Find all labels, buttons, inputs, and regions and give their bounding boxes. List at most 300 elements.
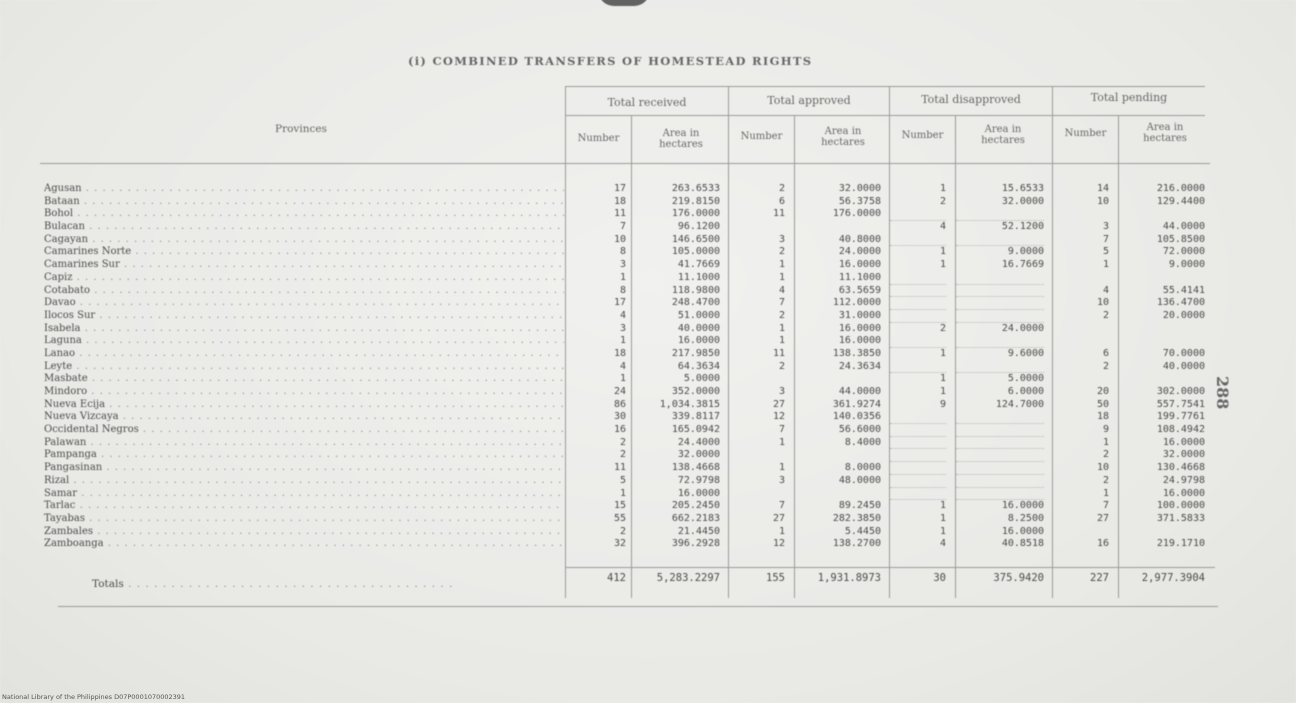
table-cell: 1 [939, 525, 946, 537]
table-cell: 32 [613, 538, 626, 550]
table-cell: 11 [613, 462, 626, 474]
table-cell: 557.7541 [1156, 398, 1205, 410]
province-name: Zambales . . . [44, 526, 564, 539]
table-cell: 7 [1102, 233, 1109, 245]
province-name: Laguna . . . [44, 335, 564, 348]
group-header-rule [565, 115, 1205, 116]
table-cell [1119, 373, 1205, 386]
table-cell: 32.0000 [1001, 195, 1044, 207]
table-cell: 124.7000 [995, 398, 1044, 410]
province-name: Bulacan . . . [44, 221, 564, 234]
table-cell: 11.1000 [838, 271, 881, 283]
table-cell: 1 [619, 271, 626, 283]
table-cell [795, 449, 881, 462]
table-cell: 55 [613, 512, 626, 524]
table-cell [1119, 335, 1205, 348]
province-name: Ilocos Sur . . . [44, 310, 564, 323]
table-cell: 2 [939, 322, 946, 334]
table-cell: 1 [778, 462, 785, 474]
province-name: Tarlac . . . [44, 500, 564, 513]
province-name: Camarines Norte . . . [44, 246, 564, 259]
table-cell: 216.0000 [1156, 183, 1205, 194]
table-cell [890, 208, 946, 221]
table-cell: 4 [1102, 284, 1109, 296]
table-cell: 6 [778, 195, 785, 207]
disapproved-area-header: Area in hectares [981, 124, 1025, 146]
table-cell: 140.0356 [832, 411, 881, 423]
table-cell [1053, 323, 1109, 336]
table-cell [1053, 373, 1109, 386]
disapproved-area-column [956, 183, 1044, 551]
table-cell: 4 [939, 221, 946, 233]
table-cell: 8 [619, 284, 626, 296]
totals-received-area: 5,283.2297 [656, 572, 720, 584]
table-cell: 3 [1102, 221, 1109, 233]
table-cell: 16.0000 [1001, 500, 1044, 512]
table-cell: 5.4450 [844, 525, 881, 537]
table-cell: 3 [619, 259, 626, 271]
table-cell: 16.0000 [1162, 487, 1205, 499]
table-cell: 8.4000 [844, 436, 881, 448]
table-cell: 7 [1102, 500, 1109, 512]
page-number: 288 [1213, 376, 1232, 410]
province-name: Cagayan . . . [44, 234, 564, 247]
totals-label: Totals . . . [92, 578, 453, 590]
approved-number-column [729, 183, 785, 551]
table-cell [956, 462, 1044, 475]
table-cell: 18 [613, 195, 626, 207]
table-cell: 7 [778, 297, 785, 309]
table-cell: 263.6533 [671, 183, 720, 194]
table-cell: 32.0000 [677, 449, 720, 461]
table-cell: 205.2450 [671, 500, 720, 512]
table-cell: 112.0000 [832, 297, 881, 309]
table-cell: 31.0000 [838, 309, 881, 321]
table-cell: 15 [613, 500, 626, 512]
province-name: Nueva Vizcaya . . . [44, 411, 564, 424]
table-cell: 70.0000 [1162, 347, 1205, 359]
table-cell: 11 [613, 208, 626, 220]
table-cell [795, 373, 881, 386]
totals-disapproved-number: 30 [933, 572, 946, 584]
table-cell: 6.0000 [1007, 386, 1044, 397]
table-cell: 5.0000 [1007, 373, 1044, 385]
table-cell: 138.3850 [832, 347, 881, 359]
table-cell: 4 [619, 360, 626, 372]
province-name: Nueva Ecija . . . [44, 399, 564, 412]
table-cell: 16.0000 [677, 487, 720, 499]
table-cell: 9.0000 [1007, 246, 1044, 258]
table-cell: 16 [1096, 538, 1109, 550]
table-cell: 40.0000 [677, 322, 720, 334]
table-cell: 2 [619, 525, 626, 537]
table-cell: 2 [939, 195, 946, 207]
totals-approved-area: 1,931.8973 [817, 572, 881, 584]
approved-area-header: Area in hectares [821, 126, 865, 148]
totals-pending-number: 227 [1090, 572, 1109, 584]
table-cell: 138.4668 [671, 462, 720, 474]
table-cell: 14 [1096, 183, 1109, 194]
table-cell: 32.0000 [1162, 449, 1205, 461]
table-cell: 138.2700 [832, 538, 881, 550]
table-title: (i) COMBINED TRANSFERS OF HOMESTEAD RIGHTS [408, 54, 813, 68]
table-cell [890, 462, 946, 475]
pending-number-column [1053, 183, 1109, 551]
table-cell: 8.0000 [844, 462, 881, 474]
table-cell: 2 [619, 449, 626, 461]
table-cell: 1 [939, 500, 946, 512]
table-cell: 11.1000 [677, 271, 720, 283]
table-cell: 2 [1102, 474, 1109, 486]
header-bottom-rule [40, 163, 1210, 164]
table-cell: 2 [619, 436, 626, 448]
table-cell: 24 [613, 386, 626, 397]
totals-approved-number: 155 [766, 572, 785, 584]
table-cell [956, 449, 1044, 462]
table-cell: 371.5833 [1156, 512, 1205, 524]
table-cell: 24.9798 [1162, 474, 1205, 486]
table-cell: 339.8117 [671, 411, 720, 423]
table-cell: 1 [939, 386, 946, 397]
table-cell [890, 285, 946, 298]
table-cell: 21.4450 [677, 525, 720, 537]
province-name: Lanao . . . [44, 348, 564, 361]
table-cell: 1 [1102, 436, 1109, 448]
province-name: Davao . . . [44, 297, 564, 310]
table-cell: 3 [778, 386, 785, 397]
table-cell [956, 297, 1044, 310]
table-cell [956, 285, 1044, 298]
table-cell [1119, 323, 1205, 336]
table-cell [956, 437, 1044, 450]
table-cell: 176.0000 [671, 208, 720, 220]
received-number-header: Number [577, 133, 620, 144]
table-cell: 44.0000 [1162, 221, 1205, 233]
approved-number-header: Number [740, 131, 783, 142]
table-cell: 2 [778, 309, 785, 321]
table-cell: 55.4141 [1162, 284, 1205, 296]
pending-area-column [1119, 183, 1205, 551]
table-cell: 361.9274 [832, 398, 881, 410]
total-disapproved-header: Total disapproved [921, 93, 1021, 106]
table-cell: 8 [619, 246, 626, 258]
table-cell: 9.6000 [1007, 347, 1044, 359]
table-cell: 10 [1096, 195, 1109, 207]
table-cell: 108.4942 [1156, 424, 1205, 436]
table-cell [956, 234, 1044, 247]
table-cell: 30 [613, 411, 626, 423]
table-cell: 44.0000 [838, 386, 881, 397]
table-cell [956, 488, 1044, 501]
header-top-rule [565, 86, 1205, 87]
table-cell: 5.0000 [683, 373, 720, 385]
table-cell: 3 [778, 474, 785, 486]
table-cell [1053, 335, 1109, 348]
table-cell: 302.0000 [1156, 386, 1205, 397]
table-cell: 118.9800 [671, 284, 720, 296]
table-cell: 18 [1096, 411, 1109, 423]
table-cell [795, 488, 881, 501]
table-cell: 2 [778, 246, 785, 258]
table-cell: 2 [1102, 449, 1109, 461]
library-watermark: National Library of the Philippines D07P0001070002391 [2, 693, 186, 701]
table-cell [729, 449, 785, 462]
table-cell: 7 [778, 424, 785, 436]
table-cell: 1 [619, 335, 626, 347]
table-cell: 16.0000 [1001, 525, 1044, 537]
table-cell: 24.0000 [838, 246, 881, 258]
table-cell: 176.0000 [832, 208, 881, 220]
table-cell [956, 361, 1044, 374]
received-area-column [632, 183, 720, 551]
table-cell: 219.8150 [671, 195, 720, 207]
table-cell: 20 [1096, 386, 1109, 397]
table-cell: 72.9798 [677, 474, 720, 486]
table-cell: 89.2450 [838, 500, 881, 512]
table-cell: 199.7761 [1156, 411, 1205, 423]
table-cell: 6 [1102, 347, 1109, 359]
table-cell: 1 [778, 259, 785, 271]
province-name: Cotabato . . . [44, 285, 564, 298]
province-name: Samar . . . [44, 488, 564, 501]
province-name: Mindoro . . . [44, 386, 564, 399]
table-cell: 2 [778, 360, 785, 372]
table-cell: 1 [778, 525, 785, 537]
table-cell: 7 [778, 500, 785, 512]
table-cell [890, 234, 946, 247]
table-cell: 16.0000 [838, 335, 881, 347]
province-name: Palawan . . . [44, 437, 564, 450]
table-cell: 40.8518 [1001, 538, 1044, 550]
table-cell [1053, 526, 1109, 539]
table-cell [890, 297, 946, 310]
province-name: Bataan . . . [44, 196, 564, 209]
table-cell [890, 475, 946, 488]
table-cell: 1 [778, 322, 785, 334]
province-column [44, 183, 564, 551]
table-cell: 16.7669 [1001, 259, 1044, 271]
totals-pending-area: 2,977.3904 [1141, 572, 1205, 584]
province-name: Pampanga . . . [44, 449, 564, 462]
table-cell: 40.0000 [1162, 360, 1205, 372]
table-cell: 16.0000 [838, 322, 881, 334]
table-cell: 50 [1096, 398, 1109, 410]
province-name: Camarines Sur . . . [44, 259, 564, 272]
table-cell: 12 [772, 538, 785, 550]
table-cell: 1 [619, 373, 626, 385]
table-cell: 129.4400 [1156, 195, 1205, 207]
table-cell: 1 [939, 373, 946, 385]
table-cell: 10 [1096, 462, 1109, 474]
total-approved-header: Total approved [767, 94, 851, 107]
table-cell: 1 [778, 271, 785, 283]
total-received-header: Total received [607, 96, 687, 109]
table-cell [795, 221, 881, 234]
table-cell: 217.9850 [671, 347, 720, 359]
totals-received-number: 412 [607, 572, 626, 584]
table-cell [956, 208, 1044, 221]
table-cell: 219.1710 [1156, 538, 1205, 550]
thumb-shadow [598, 0, 650, 6]
table-cell: 1 [1102, 487, 1109, 499]
table-cell: 136.4700 [1156, 297, 1205, 309]
table-cell: 16.0000 [677, 335, 720, 347]
province-name: Occidental Negros . . . [44, 424, 564, 437]
table-cell: 5 [619, 474, 626, 486]
table-cell: 2 [778, 183, 785, 194]
table-cell: 1 [939, 183, 946, 194]
table-cell: 48.0000 [838, 474, 881, 486]
table-cell: 2 [1102, 360, 1109, 372]
province-name: Rizal . . . [44, 475, 564, 488]
table-cell: 15.6533 [1001, 183, 1044, 194]
pending-number-header: Number [1064, 128, 1107, 139]
table-cell: 4 [939, 538, 946, 550]
table-cell [956, 335, 1044, 348]
table-cell: 17 [613, 297, 626, 309]
table-cell: 105.0000 [671, 246, 720, 258]
table-cell [1053, 272, 1109, 285]
table-cell: 1 [778, 436, 785, 448]
table-cell: 27 [772, 512, 785, 524]
table-cell [890, 335, 946, 348]
disapproved-number-header: Number [901, 130, 944, 141]
table-cell [956, 310, 1044, 323]
table-cell: 9.0000 [1168, 259, 1205, 271]
table-cell: 56.3758 [838, 195, 881, 207]
table-cell: 40.8000 [838, 233, 881, 245]
table-cell: 146.6500 [671, 233, 720, 245]
table-cell: 165.0942 [671, 424, 720, 436]
provinces-header: Provinces [275, 123, 327, 135]
province-name: Tayabas . . . [44, 513, 564, 526]
table-cell: 51.0000 [677, 309, 720, 321]
table-cell: 3 [778, 233, 785, 245]
received-number-column [566, 183, 626, 551]
table-cell: 1,034.3815 [659, 398, 720, 410]
table-cell: 4 [778, 284, 785, 296]
table-cell: 1 [619, 487, 626, 499]
table-cell: 16 [613, 424, 626, 436]
table-cell [729, 488, 785, 501]
table-cell: 11 [772, 347, 785, 359]
table-cell: 10 [1096, 297, 1109, 309]
province-name: Zamboanga . . . [44, 538, 564, 551]
table-cell: 2 [1102, 309, 1109, 321]
table-cell: 52.1200 [1001, 221, 1044, 233]
table-cell: 16.0000 [838, 259, 881, 271]
received-area-header: Area in hectares [659, 128, 703, 150]
table-cell: 1 [939, 347, 946, 359]
table-cell [956, 475, 1044, 488]
province-name: Leyte . . . [44, 361, 564, 374]
table-cell: 9 [1102, 424, 1109, 436]
table-cell [729, 373, 785, 386]
table-cell: 27 [772, 398, 785, 410]
table-cell [1053, 208, 1109, 221]
table-cell: 352.0000 [671, 386, 720, 397]
table-cell [956, 272, 1044, 285]
table-cell: 8.2500 [1007, 512, 1044, 524]
table-cell: 1 [939, 512, 946, 524]
table-cell: 41.7669 [677, 259, 720, 271]
table-cell [890, 424, 946, 437]
table-cell: 63.5659 [838, 284, 881, 296]
table-cell: 4 [619, 309, 626, 321]
table-cell: 3 [619, 322, 626, 334]
table-cell [1119, 526, 1205, 539]
table-cell: 1 [1102, 259, 1109, 271]
table-cell: 24.4000 [677, 436, 720, 448]
table-cell [1119, 208, 1205, 221]
province-name: Capiz . . . [44, 272, 564, 285]
pending-area-header: Area in hectares [1143, 122, 1187, 144]
total-pending-header: Total pending [1090, 91, 1168, 104]
table-cell: 86 [613, 398, 626, 410]
table-cell: 130.4668 [1156, 462, 1205, 474]
province-name: Pangasinan . . . [44, 462, 564, 475]
province-name: Agusan . . . [44, 183, 564, 196]
table-cell: 27 [1096, 512, 1109, 524]
table-cell: 100.0000 [1156, 500, 1205, 512]
totals-disapproved-area: 375.9420 [993, 572, 1044, 584]
table-cell: 1 [778, 335, 785, 347]
table-cell: 17 [613, 183, 626, 194]
table-cell: 7 [619, 221, 626, 233]
table-cell [890, 310, 946, 323]
table-cell: 18 [613, 347, 626, 359]
table-cell [1119, 272, 1205, 285]
table-cell: 248.4700 [671, 297, 720, 309]
table-bottom-rule [58, 606, 1218, 607]
province-name: Bohol . . . [44, 208, 564, 221]
table-cell [956, 424, 1044, 437]
table-cell [956, 411, 1044, 424]
table-cell: 56.6000 [838, 424, 881, 436]
table-cell: 16.0000 [1162, 436, 1205, 448]
table-cell [890, 272, 946, 285]
table-cell: 20.0000 [1162, 309, 1205, 321]
table-cell: 24.0000 [1001, 322, 1044, 334]
province-name: Masbate . . . [44, 373, 564, 386]
table-cell: 24.3634 [838, 360, 881, 372]
table-cell: 1 [939, 259, 946, 271]
table-cell: 9 [939, 398, 946, 410]
table-cell [890, 488, 946, 501]
province-name: Isabela . . . [44, 323, 564, 336]
table-cell [890, 437, 946, 450]
table-cell: 72.0000 [1162, 246, 1205, 258]
table-cell: 10 [613, 233, 626, 245]
table-cell: 396.2928 [671, 538, 720, 550]
table-cell [890, 449, 946, 462]
table-cell: 105.8500 [1156, 233, 1205, 245]
table-cell [890, 361, 946, 374]
table-cell: 96.1200 [677, 221, 720, 233]
table-cell: 64.3634 [677, 360, 720, 372]
table-cell: 662.2183 [671, 512, 720, 524]
table-cell: 1 [939, 246, 946, 258]
table-cell: 5 [1102, 246, 1109, 258]
table-cell [729, 221, 785, 234]
table-cell: 282.3850 [832, 512, 881, 524]
table-cell [890, 411, 946, 424]
disapproved-number-column [890, 183, 946, 551]
table-cell: 12 [772, 411, 785, 423]
table-cell: 32.0000 [838, 183, 881, 194]
approved-area-column [795, 183, 881, 551]
table-cell: 11 [772, 208, 785, 220]
